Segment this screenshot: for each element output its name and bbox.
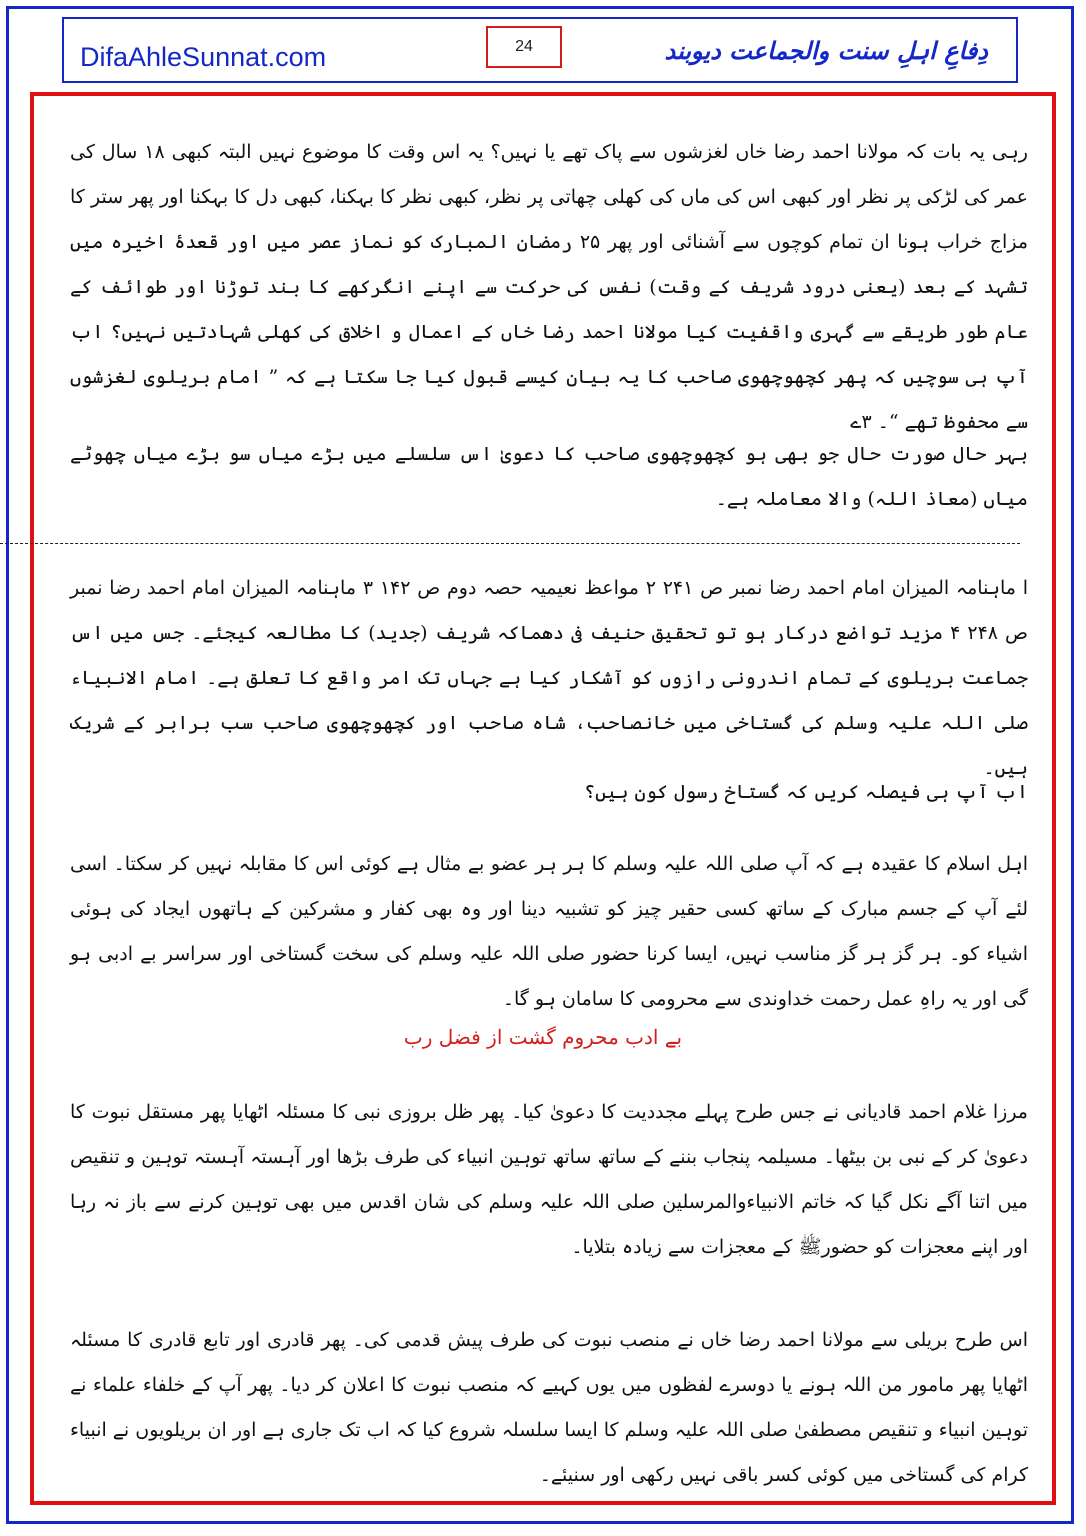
paragraph-3: اہل اسلام کا عقیدہ ہے کہ آپ صلی اللہ علیہ وسلم کا ہر ہر عضو بے مثال ہے کوئی اس کا مقابلہ نہیں کر سکتا۔ اسی لئے آپ کے جسم مبارک کے ساتھ کسی حقیر چیز کو تشبیہ دینا اور وہ بھی کفار و مشرکین کے ہاتھوں ایجاد کی ہوئی اشیاء کو۔ ہر گز ہر گز مناسب نہیں، ایسا کرنا حضور صلی اللہ علیہ وسلم کی سخت گستاخی اور سراسر بے ادبی ہو گی اور یہ راہِ عمل رحمت خداوندی سے محرومی کا سامان ہو گا۔ [70, 853, 1028, 1010]
page-number: 24 [486, 26, 562, 68]
paragraph-5: اس طرح بریلی سے مولانا احمد رضا خاں نے منصب نبوت کی طرف پیش قدمی کی۔ پھر قادری اور تابع قادری کا مسئلہ اٹھایا پھر مامور من اللہ ہونے یا دوسرے لفظوں میں یوں کہیے کہ منصب نبوت کا اعلان کر دیا۔ پھر آپ کے خلفاء علماء نے توہین انبیاء و تنقیص مصطفیٰ صلی اللہ علیہ وسلم کا ایسا سلسلہ شروع کیا کہ اب تک جاری ہے اور ان بریلویوں نے انبیاء کرام کی گستاخی میں کوئی کسر باقی نہیں رکھی اور سنیئے۔ [70, 1329, 1028, 1486]
footnote-paragraph: ا ماہنامہ المیزان امام احمد رضا نمبر ص ۲۴۱ ۲ مواعظ نعیمیہ حصہ دوم ص ۱۴۲ ۳ ماہنامہ المیزان امام احمد رضا نمبر ص ۲۴۸ ۴ مزید تواضع درکار ہو تو تحقیق حنیف فی دھماکہ شریف (جدید) کا مطالعہ کیجئے۔ جس میں اس جماعت بریلوی کے تمام اندرونی رازوں کو آشکار کیا ہے جہاں تک امر واقع کا تعلق ہے۔ امام الانبیاء صلی اللہ علیہ وسلم کی گستاخی میں خانصاحب، شاہ صاحب اور کچھوچھوی صاحب سب برابر کے شریک ہیں۔ [70, 577, 1029, 779]
footnote-divider [0, 543, 1020, 544]
question-line: اب آپ ہی فیصلہ کریں کہ گستاخ رسول کون ہیں؟ [583, 781, 1028, 803]
paragraph-2: بہر حال صورت حال جو بھی ہو کچھوچھوی صاحب کا دعویٰ اس سلسلے میں بڑے میاں سو بڑے میاں چھوٹے میاں (معاذ اللہ) والا معاملہ ہے۔ [70, 443, 1028, 510]
paragraph-4: مرزا غلام احمد قادیانی نے جس طرح پہلے مجددیت کا دعویٰ کیا۔ پھر ظل بروزی نبی کا مسئلہ اٹھایا پھر مستقل نبوت کا دعویٰ کر کے نبی بن بیٹھا۔ مسیلمہ پنجاب بننے کے ساتھ ساتھ توہین انبیاء کی طرف بڑھا اور آہستہ آہستہ توہین و تنقیص میں اتنا آگے نکل گیا کہ خاتم الانبیاءوالمرسلین صلی اللہ علیہ وسلم کی شان اقدس میں بھی توہین کرنے سے باز نہ رہا اور اپنے معجزات کو حضورﷺ کے معجزات سے زیادہ بتلایا۔ [70, 1101, 1028, 1258]
header-title: دِفاعِ اہلِ سنت والجماعت دیوبند [664, 36, 988, 65]
section-heading: بے ادب محروم گشت از فضل رب [403, 1025, 683, 1049]
paragraph-1: رہی یہ بات کہ مولانا احمد رضا خاں لغزشوں سے پاک تھے یا نہیں؟ یہ اس وقت کا موضوع نہیں البتہ کبھی ۱۸ سال کی عمر کی لڑکی پر نظر اور کبھی اس کی ماں کی کھلی چھاتی پر نظر، کبھی نظر کا بہکنا، کبھی دل کا بہکنا اور پھر ستر کا مزاج خراب ہونا ان تمام کوچوں سے آشنائی اور پھر ۲۵ رمضان المبارک کو نماز عصر میں اور قعدۂ اخیرہ میں تشہد کے بعد (یعنی درود شریف کے وقت) نفس کی حرکت سے اپنے انگرکھے کا بند توڑنا اور طوائف کے عام طور طریقے سے گہری واقفیت کیا مولانا احمد رضا خاں کے اعمال و اخلاق کی کھلی شہادتیں نہیں؟ اب آپ ہی سوچیں کہ پھر کچھوچھوی صاحب کا یہ بیان کیسے قبول کیا جا سکتا ہے کہ ” امام بریلوی لغزشوں سے محفوظ تھے “۔ ۳ے [70, 141, 1028, 433]
site-url[interactable]: DifaAhleSunnat.com [80, 42, 327, 72]
